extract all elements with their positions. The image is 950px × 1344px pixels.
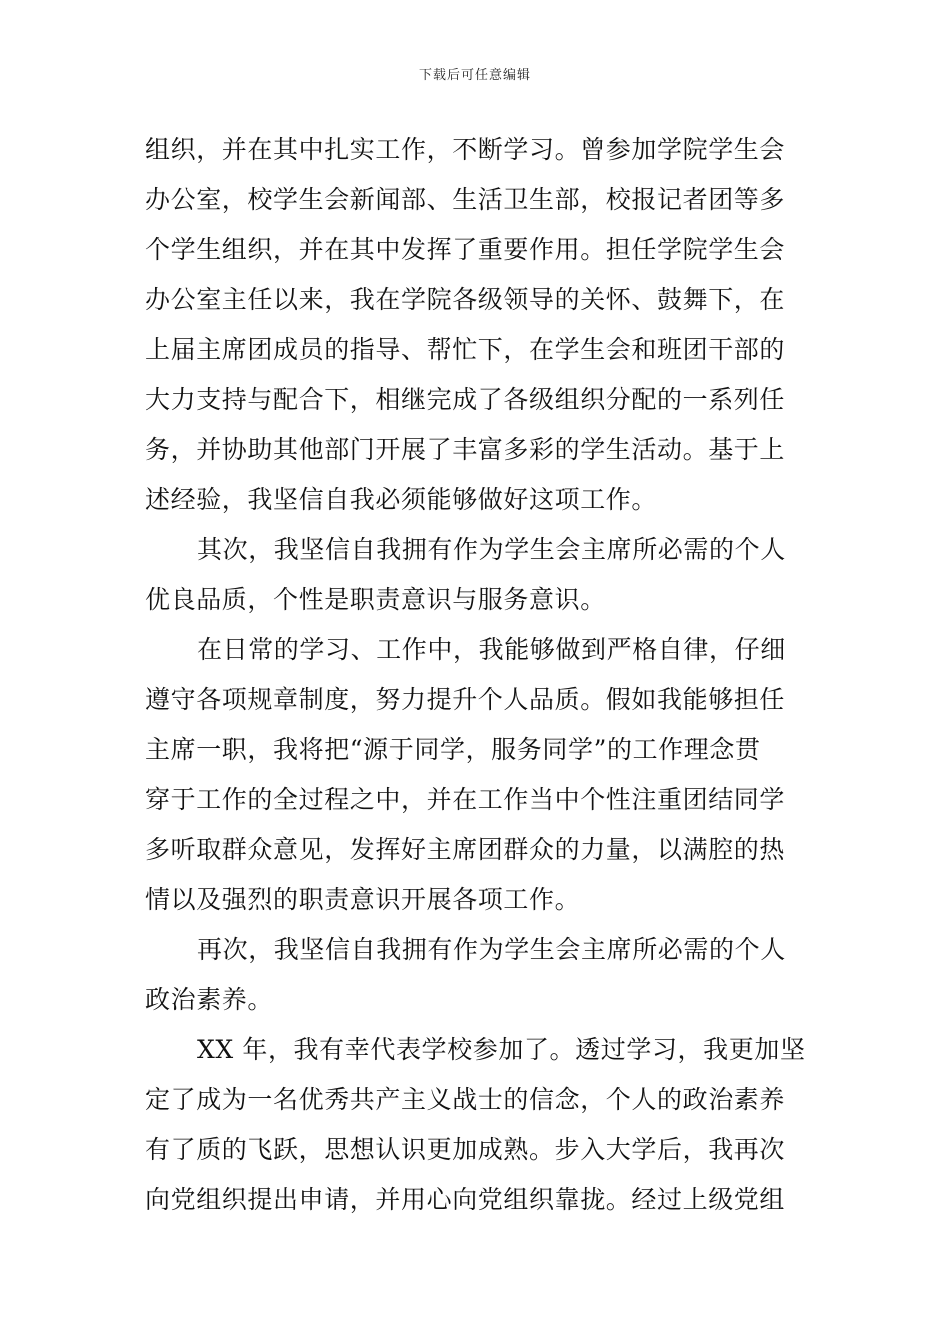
text-line: 穿于工作的全过程之中，并在工作当中个性注重团结同学 bbox=[145, 785, 786, 814]
text-line: 向党组织提出申请，并用心向党组织靠拢。经过上级党组 bbox=[145, 1185, 786, 1214]
text-line: 政治素养。 bbox=[145, 985, 274, 1014]
text-line: 组织，并在其中扎实工作，不断学习。曾参加学院学生会 bbox=[145, 135, 786, 164]
text-line: 优良品质，个性是职责意识与服务意识。 bbox=[145, 585, 606, 614]
text-line: 述经验，我坚信自我必须能够做好这项工作。 bbox=[145, 485, 658, 514]
text-line: 其次，我坚信自我拥有作为学生会主席所必需的个人 bbox=[197, 535, 786, 564]
text-line: 务，并协助其他部门开展了丰富多彩的学生活动。基于上 bbox=[145, 435, 786, 464]
text-line: 情以及强烈的职责意识开展各项工作。 bbox=[145, 885, 581, 914]
text-line: 办公室，校学生会新闻部、生活卫生部，校报记者团等多 bbox=[145, 185, 786, 214]
page-header: 下载后可任意编辑 bbox=[418, 68, 531, 83]
text-line: 主席一职，我将把“源于同学，服务同学”的工作理念贯 bbox=[145, 735, 761, 764]
text-line: 定了成为一名优秀共产主义战士的信念，个人的政治素养 bbox=[145, 1085, 786, 1114]
text-line: 在日常的学习、工作中，我能够做到严格自律，仔细 bbox=[197, 635, 786, 664]
text-line: 上届主席团成员的指导、帮忙下，在学生会和班团干部的 bbox=[145, 335, 786, 364]
text-line: 个学生组织，并在其中发挥了重要作用。担任学院学生会 bbox=[145, 235, 786, 264]
text-line: 大力支持与配合下，相继完成了各级组织分配的一系列任 bbox=[145, 385, 786, 414]
text-line: 多听取群众意见，发挥好主席团群众的力量，以满腔的热 bbox=[145, 835, 786, 864]
text-line: 办公室主任以来，我在学院各级领导的关怀、鼓舞下，在 bbox=[145, 285, 786, 314]
text-line: 遵守各项规章制度，努力提升个人品质。假如我能够担任 bbox=[145, 685, 786, 714]
text-line: 再次，我坚信自我拥有作为学生会主席所必需的个人 bbox=[197, 935, 786, 964]
text-line: 有了质的飞跃，思想认识更加成熟。步入大学后，我再次 bbox=[145, 1135, 786, 1164]
document-body bbox=[145, 125, 810, 1225]
text-line: XX 年，我有幸代表学校参加了。透过学习，我更加坚 bbox=[197, 1035, 806, 1064]
